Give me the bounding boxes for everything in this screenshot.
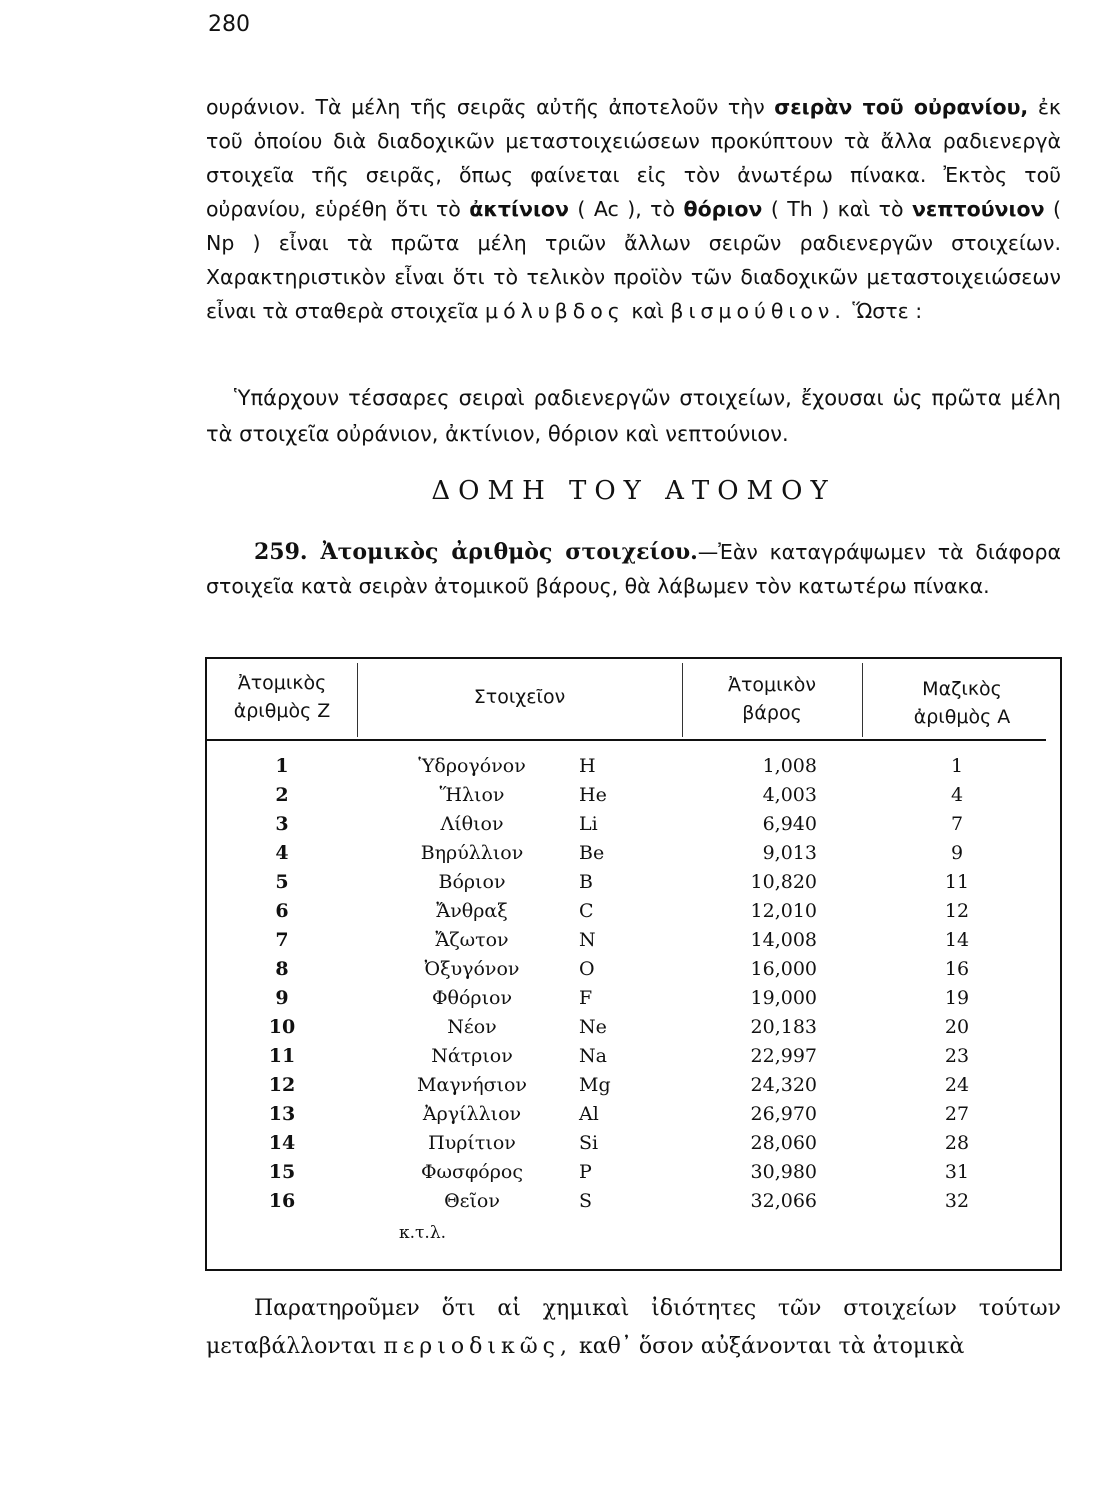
table-row xyxy=(207,1074,1060,1103)
header-line: Μαζικὸς xyxy=(922,678,1002,700)
cell-z: 5 xyxy=(275,871,289,893)
table-row xyxy=(207,929,1060,958)
cell-mass-number: 1 xyxy=(950,755,964,777)
cell-symbol: Li xyxy=(579,813,598,835)
cell-z: 14 xyxy=(268,1132,296,1154)
cell-z: 4 xyxy=(275,842,289,864)
spaced-term-periodically: περιοδικῶς, xyxy=(383,1334,572,1359)
cell-mass-number: 16 xyxy=(944,958,970,980)
cell-atomic-weight: 22,997 xyxy=(750,1045,817,1067)
cell-symbol: He xyxy=(579,784,607,806)
cell-mass-number: 28 xyxy=(944,1132,970,1154)
cell-mass-number: 4 xyxy=(950,784,964,806)
cell-element-name: Φθόριον xyxy=(431,987,513,1009)
cell-atomic-weight: 1,008 xyxy=(762,755,817,777)
elements-table xyxy=(205,657,1062,1271)
cell-mass-number: 27 xyxy=(944,1103,970,1125)
cell-atomic-weight: 10,820 xyxy=(750,871,817,893)
cell-element-name: Πυρίτιον xyxy=(428,1132,516,1154)
text-run: ( Th ) καὶ τὸ xyxy=(762,197,912,221)
table-row xyxy=(207,1016,1060,1045)
cell-symbol: P xyxy=(579,1161,592,1183)
text-run: Ὥστε : xyxy=(845,299,923,323)
cell-element-name: Βόριον xyxy=(438,871,506,893)
cell-symbol: H xyxy=(579,755,596,777)
cell-mass-number: 12 xyxy=(944,900,970,922)
paragraph-periodicity xyxy=(206,1290,1061,1366)
table-row xyxy=(207,987,1060,1016)
text-run: ( Ac ), τὸ xyxy=(568,197,684,221)
cell-symbol: Mg xyxy=(579,1074,611,1096)
etc-label: κ.τ.λ. xyxy=(399,1223,447,1243)
header-mass-number xyxy=(862,675,1062,731)
cell-element-name: Θεῖον xyxy=(444,1190,500,1212)
text-run: Παρατηροῦμεν ὅτι αἱ χημικαὶ ἰδιότητες τῶν στοιχείων τούτων μεταβάλλονται xyxy=(206,1296,1061,1359)
cell-atomic-weight: 14,008 xyxy=(750,929,817,951)
header-line: ἀριθμὸς A xyxy=(913,706,1011,728)
cell-z: 15 xyxy=(268,1161,296,1183)
cell-element-name: Ἄνθραξ xyxy=(436,900,508,922)
cell-element-name: Νάτριον xyxy=(431,1045,513,1067)
cell-atomic-weight: 28,060 xyxy=(750,1132,817,1154)
cell-atomic-weight: 24,320 xyxy=(750,1074,817,1096)
cell-mass-number: 31 xyxy=(944,1161,970,1183)
spaced-term-bismuth: βισμούθιον. xyxy=(670,299,846,323)
cell-symbol: Al xyxy=(579,1103,599,1125)
text-run: —Ἐὰν καταγράψωμεν τὰ διάφορα στοιχεῖα κατὰ σειρὰν ἀτομικοῦ βάρους, θὰ λάβωμεν τὸν κατωτέρω πίνακα. xyxy=(206,540,1061,598)
section-title-atomic-number: 259. Ἀτομικὸς ἀριθμὸς στοιχείου. xyxy=(254,539,698,565)
cell-mass-number: 23 xyxy=(944,1045,970,1067)
cell-z: 3 xyxy=(275,813,289,835)
cell-z: 13 xyxy=(268,1103,296,1125)
cell-element-name: Ἄζωτον xyxy=(435,929,509,951)
cell-atomic-weight: 12,010 xyxy=(750,900,817,922)
cell-mass-number: 32 xyxy=(944,1190,970,1212)
header-line: Ἀτομικὸς xyxy=(237,672,327,694)
table-row xyxy=(207,958,1060,987)
cell-mass-number: 19 xyxy=(944,987,970,1009)
table-row xyxy=(207,784,1060,813)
cell-symbol: Na xyxy=(579,1045,607,1067)
text-run: καθ᾽ ὅσον αὐξάνονται τὰ ἀτομικὰ xyxy=(572,1334,965,1359)
cell-element-name: Λίθιον xyxy=(440,813,504,835)
bold-term-actinium: ἀκτίνιον xyxy=(469,197,569,221)
cell-z: 16 xyxy=(268,1190,296,1212)
bold-term-thorium: θόριον xyxy=(683,197,763,221)
table-row xyxy=(207,842,1060,871)
cell-atomic-weight: 20,183 xyxy=(750,1016,817,1038)
cell-atomic-weight: 19,000 xyxy=(750,987,817,1009)
cell-element-name: Ὑδρογόνον xyxy=(418,755,526,777)
cell-z: 6 xyxy=(275,900,289,922)
table-etc-row xyxy=(207,1219,1060,1248)
cell-z: 2 xyxy=(275,784,289,806)
cell-mass-number: 11 xyxy=(944,871,970,893)
page-number: 280 xyxy=(208,12,250,37)
table-row xyxy=(207,900,1060,929)
cell-mass-number: 9 xyxy=(950,842,964,864)
cell-mass-number: 14 xyxy=(944,929,970,951)
cell-symbol: S xyxy=(579,1190,593,1212)
cell-symbol: Si xyxy=(579,1132,599,1154)
cell-mass-number: 20 xyxy=(944,1016,970,1038)
cell-element-name: Βηρύλλιον xyxy=(420,842,524,864)
header-atomic-number xyxy=(207,669,357,725)
paragraph-atomic-number-intro xyxy=(206,535,1061,603)
table-row xyxy=(207,813,1060,842)
cell-symbol: N xyxy=(579,929,596,951)
cell-atomic-weight: 16,000 xyxy=(750,958,817,980)
cell-atomic-weight: 30,980 xyxy=(750,1161,817,1183)
cell-mass-number: 7 xyxy=(950,813,964,835)
table-row xyxy=(207,871,1060,900)
table-row xyxy=(207,1190,1060,1219)
cell-element-name: Ἥλιον xyxy=(439,784,505,806)
cell-symbol: O xyxy=(579,958,595,980)
text-run: ἐκ τοῦ ὁποίου διὰ διαδοχικῶν μεταστοιχειώσεων προκύπτουν τὰ ἄλλα ραδιενεργὰ στοιχεῖα τῆς σειρᾶς, ὅπως φαίνεται εἰς τὸν ἀνωτέρω πίνακα. Ἐκτὸς τοῦ οὐρανίου, εὑρέθη ὅτι τὸ xyxy=(206,95,1061,221)
header-separator xyxy=(207,739,1046,741)
cell-element-name: Νέον xyxy=(447,1016,497,1038)
table-row xyxy=(207,755,1060,784)
cell-z: 12 xyxy=(268,1074,296,1096)
header-line: ἀριθμὸς Z xyxy=(233,700,331,722)
bold-term-uranium-series: σειρὰν τοῦ οὐρανίου, xyxy=(774,95,1029,119)
table-row xyxy=(207,1132,1060,1161)
cell-z: 7 xyxy=(275,929,289,951)
paragraph-radioactive-series xyxy=(206,90,1061,328)
header-atomic-weight xyxy=(682,671,862,727)
cell-z: 1 xyxy=(275,755,289,777)
cell-element-name: Ἀργίλλιον xyxy=(422,1103,522,1125)
cell-symbol: Be xyxy=(579,842,605,864)
text-run: ουράνιον. Τὰ μέλη τῆς σειρᾶς αὐτῆς ἀποτελοῦν τὴν xyxy=(206,95,775,119)
cell-element-name: Φωσφόρος xyxy=(420,1161,524,1183)
header-line: Ἀτομικὸν xyxy=(727,674,816,696)
cell-atomic-weight: 4,003 xyxy=(762,784,817,806)
table-row xyxy=(207,1045,1060,1074)
cell-z: 9 xyxy=(275,987,289,1009)
cell-z: 11 xyxy=(268,1045,296,1067)
table-row xyxy=(207,1103,1060,1132)
cell-mass-number: 24 xyxy=(944,1074,970,1096)
cell-symbol: B xyxy=(579,871,593,893)
cell-element-name: Ὀξυγόνον xyxy=(424,958,520,980)
spaced-term-lead: μόλυβδος xyxy=(485,299,625,323)
table-body xyxy=(207,755,1060,1248)
cell-atomic-weight: 26,970 xyxy=(750,1103,817,1125)
cell-symbol: Ne xyxy=(579,1016,607,1038)
text-run: καὶ xyxy=(624,299,671,323)
paragraph-four-series-conclusion: Ὑπάρχουν τέσσαρες σειραὶ ραδιενεργῶν στοιχείων, ἔχουσαι ὡς πρῶτα μέλη τὰ στοιχεῖα οὐράνιον, ἀκτίνιον, θόριον καὶ νεπτούνιον. xyxy=(206,386,1061,446)
cell-symbol: F xyxy=(579,987,593,1009)
table-row xyxy=(207,1161,1060,1190)
cell-atomic-weight: 9,013 xyxy=(762,842,817,864)
text-run: ( Np ) εἶναι τὰ πρῶτα μέλη τριῶν ἄλλων σειρῶν ραδιενεργῶν στοιχείων. Χαρακτηριστικὸν εἶναι ὅτι τὸ τελικὸν προϊὸν τῶν διαδοχικῶν μεταστοιχειώσεων εἶναι τὰ σταθερὰ στοιχεῖα xyxy=(206,197,1061,323)
header-element: Στοιχεῖον xyxy=(473,686,566,708)
cell-z: 8 xyxy=(275,958,289,980)
cell-element-name: Μαγνήσιον xyxy=(417,1074,527,1096)
section-heading: ΔΟΜΗ ΤΟΥ ΑΤΟΜΟΥ xyxy=(431,476,836,506)
cell-z: 10 xyxy=(268,1016,296,1038)
bold-term-neptunium: νεπτούνιον xyxy=(911,197,1045,221)
cell-atomic-weight: 6,940 xyxy=(762,813,817,835)
header-line: βάρος xyxy=(742,702,802,724)
cell-symbol: C xyxy=(579,900,594,922)
cell-atomic-weight: 32,066 xyxy=(750,1190,817,1212)
